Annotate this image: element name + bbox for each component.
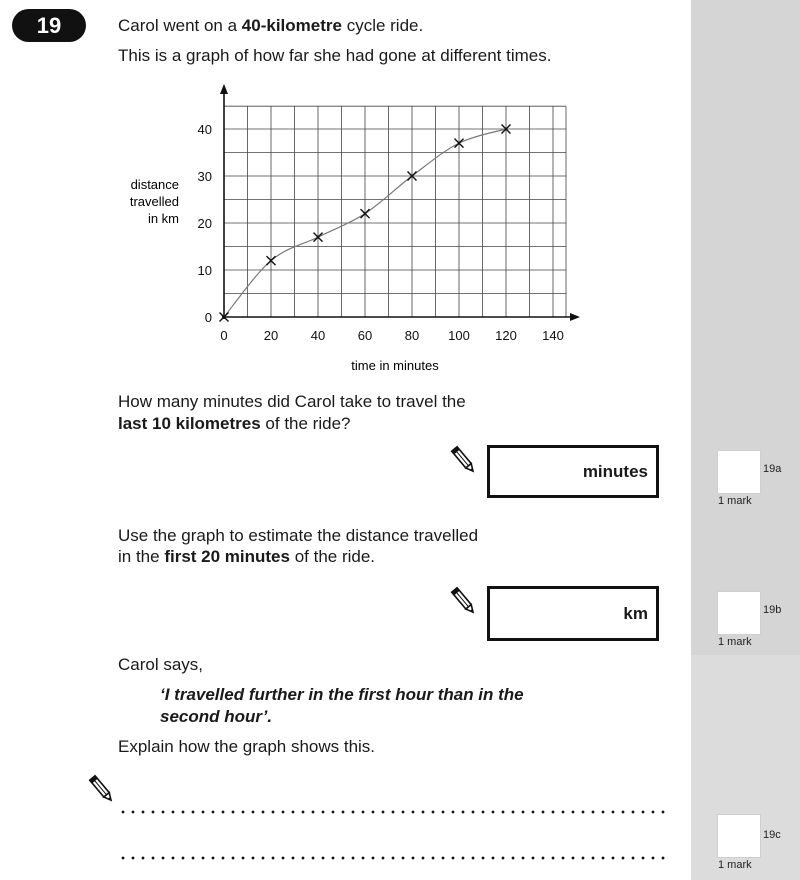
y-axis-label-line3: in km	[147, 211, 179, 226]
carol-quote-line1: ‘I travelled further in the first hour than in the	[160, 685, 524, 704]
pencil-icon	[450, 444, 476, 476]
question-intro-line2: This is a graph of how far she had gone at different times.	[118, 46, 552, 65]
pencil-icon	[88, 773, 114, 805]
mark-label-19c: 1 mark	[718, 859, 752, 871]
y-axis-label-line2: travelled	[129, 194, 179, 209]
mark-code-19b: 19b	[763, 604, 782, 616]
mark-box-19a[interactable]	[717, 450, 761, 494]
answer-box-km[interactable]	[487, 586, 659, 641]
y-axis-arrow	[220, 84, 228, 94]
answer-line-2[interactable]	[118, 856, 668, 860]
x-tick-label: 140	[542, 328, 564, 343]
part-c-says: Carol says,	[118, 655, 204, 674]
x-axis-label: time in minutes	[351, 358, 439, 373]
carol-quote-line2: second hour’.	[160, 707, 273, 726]
part-a-question-line2: last 10 kilometres of the ride?	[118, 414, 351, 433]
y-tick-label: 10	[197, 263, 212, 278]
question-intro: Carol went on a 40-kilometre cycle ride.	[118, 16, 424, 35]
x-axis-arrow	[570, 313, 580, 321]
mark-code-19a: 19a	[763, 463, 782, 475]
mark-label-19b: 1 mark	[718, 636, 752, 648]
x-tick-label: 60	[357, 328, 373, 343]
answer-box-minutes[interactable]	[487, 445, 659, 498]
part-b-question-line2: in the first 20 minutes of the ride.	[118, 547, 376, 566]
x-tick-label: 0	[220, 328, 228, 343]
part-b-question-line1: Use the graph to estimate the distance travelled	[118, 526, 479, 545]
x-tick-label: 120	[495, 328, 517, 343]
mark-label-19a: 1 mark	[718, 495, 752, 507]
mark-code-19c: 19c	[763, 829, 781, 841]
y-tick-label: 0	[204, 310, 212, 325]
y-tick-label: 20	[197, 216, 212, 231]
y-axis-label-line1: distance	[130, 177, 179, 192]
mark-box-19c[interactable]	[717, 814, 761, 858]
pencil-icon	[450, 585, 476, 617]
answer-unit-minutes: minutes	[582, 461, 648, 481]
x-tick-label: 40	[310, 328, 326, 343]
answer-line-1[interactable]	[118, 810, 668, 814]
x-tick-label: 80	[404, 328, 420, 343]
x-tick-label: 100	[448, 328, 470, 343]
y-tick-label: 30	[197, 169, 212, 184]
y-tick-label: 40	[197, 122, 212, 137]
part-c-instruction: Explain how the graph shows this.	[118, 737, 376, 756]
question-number-badge: 19	[12, 9, 86, 42]
answer-unit-km: km	[623, 603, 648, 623]
part-a-question-line1: How many minutes did Carol take to travel the	[118, 392, 466, 411]
x-tick-label: 20	[263, 328, 279, 343]
mark-box-19b[interactable]	[717, 591, 761, 635]
